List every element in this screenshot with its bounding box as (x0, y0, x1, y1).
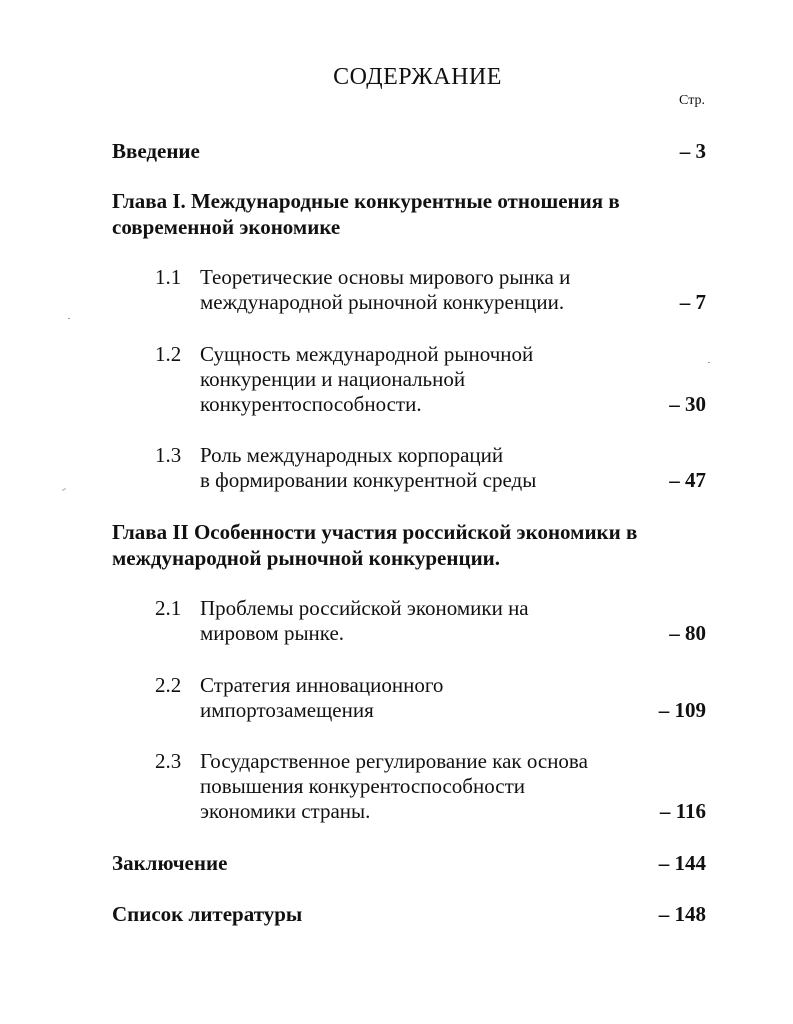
toc-s12-line3: конкурентоспособности. (200, 392, 422, 416)
toc-s13-number: 1.3 (155, 443, 182, 467)
toc-conclusion-label: Заключение (112, 851, 228, 875)
toc-s23-line1: Государственное регулирование как основа (200, 749, 588, 773)
toc-intro-label: Введение (112, 139, 200, 163)
toc-s13-page: – 47 (669, 468, 706, 492)
toc-s13-line2: в формировании конкурентной среды (200, 468, 537, 492)
toc-s22-page: – 109 (658, 698, 706, 722)
toc-s21-line2: мировом рынке. (200, 621, 345, 645)
toc-s11-line1: Теоретические основы мирового рынка и (200, 265, 571, 289)
toc-s12-number: 1.2 (155, 342, 182, 366)
toc-conclusion-page: – 144 (658, 851, 706, 875)
toc-s23-line3: экономики страны. (200, 799, 371, 823)
toc-s12-line2: конкуренции и национальной (200, 367, 466, 391)
toc-chapter1-line1: Глава I. Международные конкурентные отношения в (112, 189, 620, 213)
toc-s21-line1: Проблемы российской экономики на (200, 596, 529, 620)
toc-s12-page: – 30 (669, 392, 706, 416)
toc-s11-number: 1.1 (155, 265, 182, 289)
toc-s21-number: 2.1 (155, 596, 182, 620)
scan-speck (708, 362, 710, 363)
toc-chapter2-line2: международной рыночной конкуренции. (112, 546, 501, 570)
toc-intro-page: – 3 (679, 139, 706, 163)
toc-bibliography-page: – 148 (658, 902, 706, 926)
toc-s11-page: – 7 (679, 290, 706, 314)
page-title: СОДЕРЖАНИЕ (333, 64, 502, 90)
toc-s22-number: 2.2 (155, 673, 182, 697)
toc-chapter2-line1: Глава II Особенности участия российской экономики в (112, 520, 638, 544)
toc-s12-line1: Сущность международной рыночной (200, 342, 534, 366)
toc-s22-line2: импортозамещения (200, 698, 374, 722)
page-column-label: Стр. (679, 93, 705, 108)
toc-bibliography-label: Список литературы (112, 902, 303, 926)
toc-s22-line1: Стратегия инновационного (200, 673, 444, 697)
toc-s23-page: – 116 (659, 799, 706, 823)
toc-s13-line1: Роль международных корпораций (200, 443, 504, 467)
toc-s23-number: 2.3 (155, 749, 182, 773)
toc-chapter1-line2: современной экономике (112, 215, 341, 239)
scan-speck (62, 488, 66, 491)
scan-speck (68, 318, 70, 319)
toc-s23-line2: повышения конкурентоспособности (200, 774, 525, 798)
toc-s11-line2: международной рыночной конкуренции. (200, 290, 565, 314)
toc-s21-page: – 80 (669, 621, 706, 645)
